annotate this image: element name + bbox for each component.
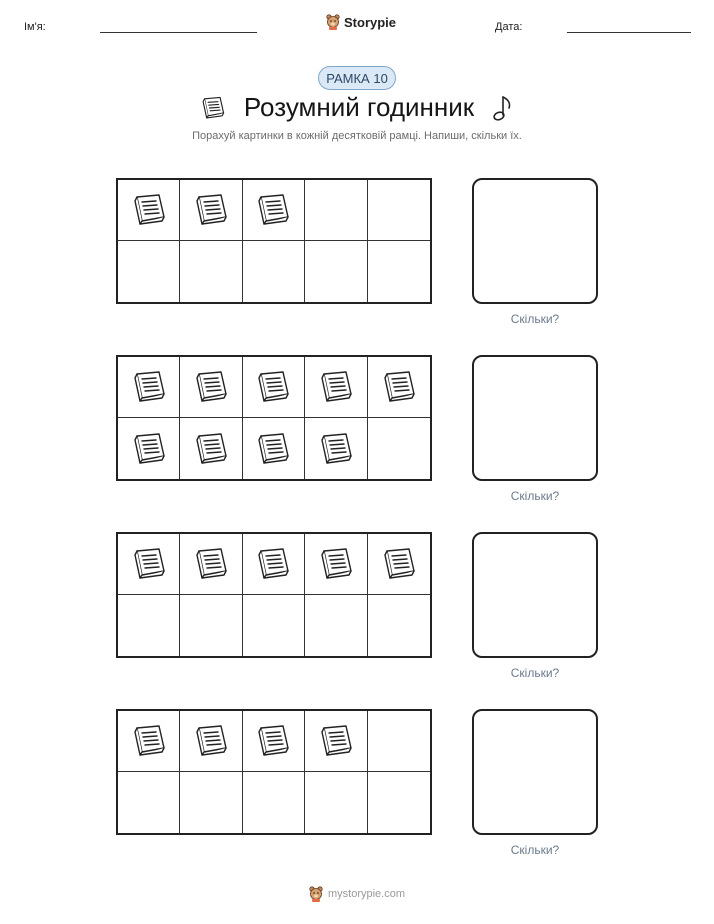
page-title-row xyxy=(0,92,714,127)
frame-cell xyxy=(180,418,242,479)
footer xyxy=(0,886,714,902)
frame-cell xyxy=(243,595,305,656)
frame-cell xyxy=(243,241,305,302)
category-badge: РАМКА 10 xyxy=(318,66,396,90)
frame-cell xyxy=(305,357,367,418)
frame-cell xyxy=(368,534,430,595)
frame-cell xyxy=(305,772,367,833)
footer-url: mystorypie.com xyxy=(327,888,406,900)
frame-cell xyxy=(118,241,180,302)
frame-cell xyxy=(368,241,430,302)
name-label: Ім'я: xyxy=(24,21,46,33)
frame-cell xyxy=(180,241,242,302)
answer-box[interactable] xyxy=(472,709,598,835)
book-icon xyxy=(255,432,291,466)
book-icon xyxy=(255,193,291,227)
book-icon xyxy=(318,547,354,581)
frame-cell xyxy=(180,357,242,418)
book-icon xyxy=(193,370,229,404)
frame-cell xyxy=(118,357,180,418)
book-icon xyxy=(381,547,417,581)
answer-box[interactable] xyxy=(472,532,598,658)
bear-icon xyxy=(309,886,323,902)
answer-label: Скільки? xyxy=(510,843,560,857)
frame-cell xyxy=(243,357,305,418)
frame-cell xyxy=(118,418,180,479)
book-icon xyxy=(255,370,291,404)
book-icon xyxy=(131,193,167,227)
frame-cell xyxy=(243,418,305,479)
book-icon xyxy=(318,432,354,466)
book-icon xyxy=(193,193,229,227)
frame-cell xyxy=(305,180,367,241)
frame-cell xyxy=(180,711,242,772)
frame-cell xyxy=(118,180,180,241)
answer-box[interactable] xyxy=(472,178,598,304)
frame-cell xyxy=(368,772,430,833)
frame-cell xyxy=(243,772,305,833)
answer-label: Скільки? xyxy=(510,666,560,680)
book-icon xyxy=(318,724,354,758)
answer-box[interactable] xyxy=(472,355,598,481)
frame-cell xyxy=(243,534,305,595)
frame-cell xyxy=(368,418,430,479)
ten-frame xyxy=(116,709,432,835)
answer-label: Скільки? xyxy=(510,489,560,503)
ten-frame xyxy=(116,178,432,304)
answer-label: Скільки? xyxy=(510,312,560,326)
frame-cell xyxy=(180,534,242,595)
frame-cell xyxy=(305,595,367,656)
frame-cell xyxy=(368,357,430,418)
book-icon xyxy=(131,724,167,758)
frame-cell xyxy=(305,711,367,772)
book-icon xyxy=(131,370,167,404)
book-icon xyxy=(131,432,167,466)
frame-cell xyxy=(243,711,305,772)
book-icon xyxy=(255,547,291,581)
date-line xyxy=(567,32,691,33)
frame-cell xyxy=(118,534,180,595)
book-icon xyxy=(381,370,417,404)
frame-cell xyxy=(118,711,180,772)
frame-cell xyxy=(243,180,305,241)
frame-cell xyxy=(180,595,242,656)
name-line xyxy=(100,32,257,33)
book-icon xyxy=(193,547,229,581)
book-icon xyxy=(131,547,167,581)
frame-cell xyxy=(305,534,367,595)
book-icon xyxy=(200,96,226,120)
book-icon xyxy=(193,432,229,466)
frame-cell xyxy=(180,180,242,241)
music-note-icon xyxy=(492,94,514,122)
page-title: Розумний годинник xyxy=(243,92,475,122)
date-label: Дата: xyxy=(495,21,523,33)
brand-logo xyxy=(326,14,396,30)
frame-cell xyxy=(368,595,430,656)
frame-cell xyxy=(305,418,367,479)
frame-cell xyxy=(180,772,242,833)
book-icon xyxy=(255,724,291,758)
frame-cell xyxy=(118,772,180,833)
frame-cell xyxy=(368,180,430,241)
ten-frame xyxy=(116,355,432,481)
bear-icon xyxy=(326,14,340,30)
instructions: Порахуй картинки в кожній десятковій рамці. Напиши, скільки їх. xyxy=(192,130,522,142)
book-icon xyxy=(318,370,354,404)
brand-name: Storypie xyxy=(344,14,397,30)
frame-cell xyxy=(368,711,430,772)
frame-cell xyxy=(118,595,180,656)
book-icon xyxy=(193,724,229,758)
ten-frame xyxy=(116,532,432,658)
frame-cell xyxy=(305,241,367,302)
